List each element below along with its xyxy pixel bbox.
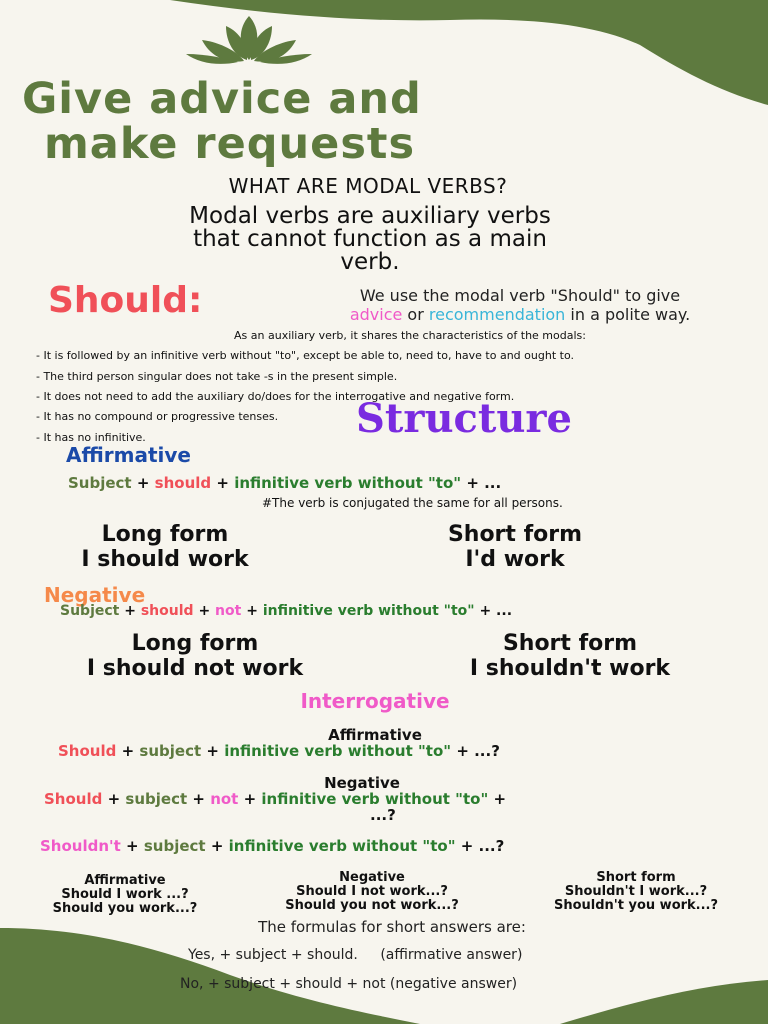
interrogative-affirmative-label: Affirmative [328, 726, 422, 744]
should-label: Should: [48, 280, 203, 321]
formula-plus: + [243, 790, 257, 808]
short-form-example: I'd work [465, 547, 565, 572]
short-answers-intro: The formulas for short answers are: [258, 918, 526, 936]
example-negative [236, 871, 508, 913]
should-desc-line-1: We use the modal verb "Should" to give [359, 286, 681, 305]
should-desc-line-2 [290, 305, 750, 324]
formula-tail: + ... [466, 474, 502, 492]
formula-should: Should [58, 742, 117, 760]
definition-line-2: that cannot function as a main [193, 226, 547, 252]
formula-plus: + [124, 603, 136, 619]
formula-infinitive: infinitive verb without "to" [234, 474, 462, 492]
formula-plus: + [192, 790, 205, 808]
title-line-1: Give advice and [22, 74, 422, 124]
formula-tail: + ... [479, 603, 513, 619]
formula-tail: + ...? [456, 742, 500, 760]
formula-subject: Subject [60, 603, 120, 619]
yes-note: (affirmative answer) [380, 947, 523, 963]
formula-tail: + ...? [460, 837, 505, 855]
lotus-icon [186, 14, 312, 64]
title-line-2: make requests [44, 119, 416, 169]
formula-plus: + [210, 837, 224, 855]
long-form-example: I should not work [86, 656, 304, 681]
formula-plus: + [107, 790, 121, 808]
formula-plus: + [198, 603, 211, 619]
example-line-2: Shouldn't you work...? [553, 898, 719, 913]
example-line-1: Should I not work...? [296, 884, 448, 899]
short-form-label: Short form [502, 631, 638, 656]
formula-subject: Subject [68, 474, 132, 492]
bullet-item: - It has no infinitive. [36, 431, 146, 444]
affirmative-short-form [390, 522, 640, 572]
formula-infinitive: infinitive verb without "to" [262, 603, 475, 619]
bullet-item: - It is followed by an infinitive verb without "to", except be able to, need to, have to and ought to. [36, 349, 574, 362]
bullet-item: - It does not need to add the auxiliary do/does for the interrogative and negative form. [36, 390, 515, 403]
interrogative-negative-label: Negative [324, 774, 400, 792]
formula-tail: + [493, 790, 507, 808]
long-form-example: I should work [81, 547, 249, 572]
bullet-item: - The third person singular does not take -s in the present simple. [36, 370, 398, 383]
example-line-2: Should you work...? [52, 901, 198, 916]
formula-should: should [140, 603, 194, 619]
definition-line-1: Modal verbs are auxiliary verbs [189, 203, 551, 229]
formula-infinitive: infinitive verb without "to" [261, 790, 489, 808]
example-line-1: Shouldn't I work...? [564, 884, 708, 899]
interrogative-negative-formula [44, 790, 506, 808]
formula-subject: subject [143, 837, 206, 855]
negative-formula [60, 603, 512, 619]
short-answer-yes [188, 947, 522, 963]
short-form-label: Short form [447, 522, 583, 547]
definition [40, 205, 700, 274]
formula-plus: + [121, 742, 135, 760]
formula-plus: + [206, 742, 219, 760]
example-affirmative [20, 874, 230, 916]
should-description [290, 286, 750, 324]
short-answer-no: No, + subject + should + not (negative answer) [180, 976, 518, 992]
formula-tail-continuation: ...? [370, 806, 396, 824]
affirmative-formula [68, 474, 501, 492]
yes-formula: Yes, + subject + should. [188, 947, 358, 963]
formula-shouldnt: Shouldn't [40, 837, 121, 855]
aux-intro: As an auxiliary verb, it shares the characteristics of the modals: [234, 329, 586, 342]
formula-infinitive: infinitive verb without "to" [228, 837, 456, 855]
formula-subject: subject [125, 790, 188, 808]
short-form-example: I shouldn't work [469, 656, 671, 681]
formula-should: should [154, 474, 212, 492]
advice-word: advice [349, 305, 403, 324]
bottom-right-wave [560, 980, 768, 1024]
example-label: Negative [339, 870, 405, 885]
formula-subject: subject [139, 742, 202, 760]
modal-verbs-heading: WHAT ARE MODAL VERBS? [228, 174, 508, 198]
formula-not: not [210, 790, 239, 808]
formula-plus: + [246, 603, 258, 619]
structure-heading: Structure [356, 395, 572, 442]
example-short-form [516, 871, 756, 913]
affirmative-heading: Affirmative [66, 443, 191, 467]
interrogative-short-formula [40, 837, 504, 855]
affirmative-long-form [20, 522, 310, 572]
negative-short-form [410, 631, 730, 681]
long-form-label: Long form [101, 522, 229, 547]
formula-should: Should [44, 790, 103, 808]
recommendation-word: recommendation [428, 305, 566, 324]
formula-not: not [215, 603, 242, 619]
polite-text: in a polite way. [570, 305, 691, 324]
example-line-2: Should you not work...? [285, 898, 459, 913]
example-label: Short form [596, 870, 676, 885]
negative-heading: Negative [44, 583, 146, 607]
conjugation-note: #The verb is conjugated the same for all persons. [262, 496, 563, 510]
formula-plus: + [126, 837, 139, 855]
formula-plus: + [136, 474, 150, 492]
formula-infinitive: infinitive verb without "to" [224, 742, 452, 760]
long-form-label: Long form [131, 631, 259, 656]
formula-plus: + [216, 474, 229, 492]
interrogative-heading: Interrogative [300, 689, 450, 713]
definition-line-3: verb. [340, 249, 400, 275]
example-label: Affirmative [84, 873, 166, 888]
negative-long-form [20, 631, 370, 681]
interrogative-affirmative-formula [58, 742, 500, 760]
bullet-item: - It has no compound or progressive tenses. [36, 410, 279, 423]
or-word: or [407, 305, 424, 324]
example-line-1: Should I work ...? [61, 887, 189, 902]
page-title [22, 74, 542, 169]
